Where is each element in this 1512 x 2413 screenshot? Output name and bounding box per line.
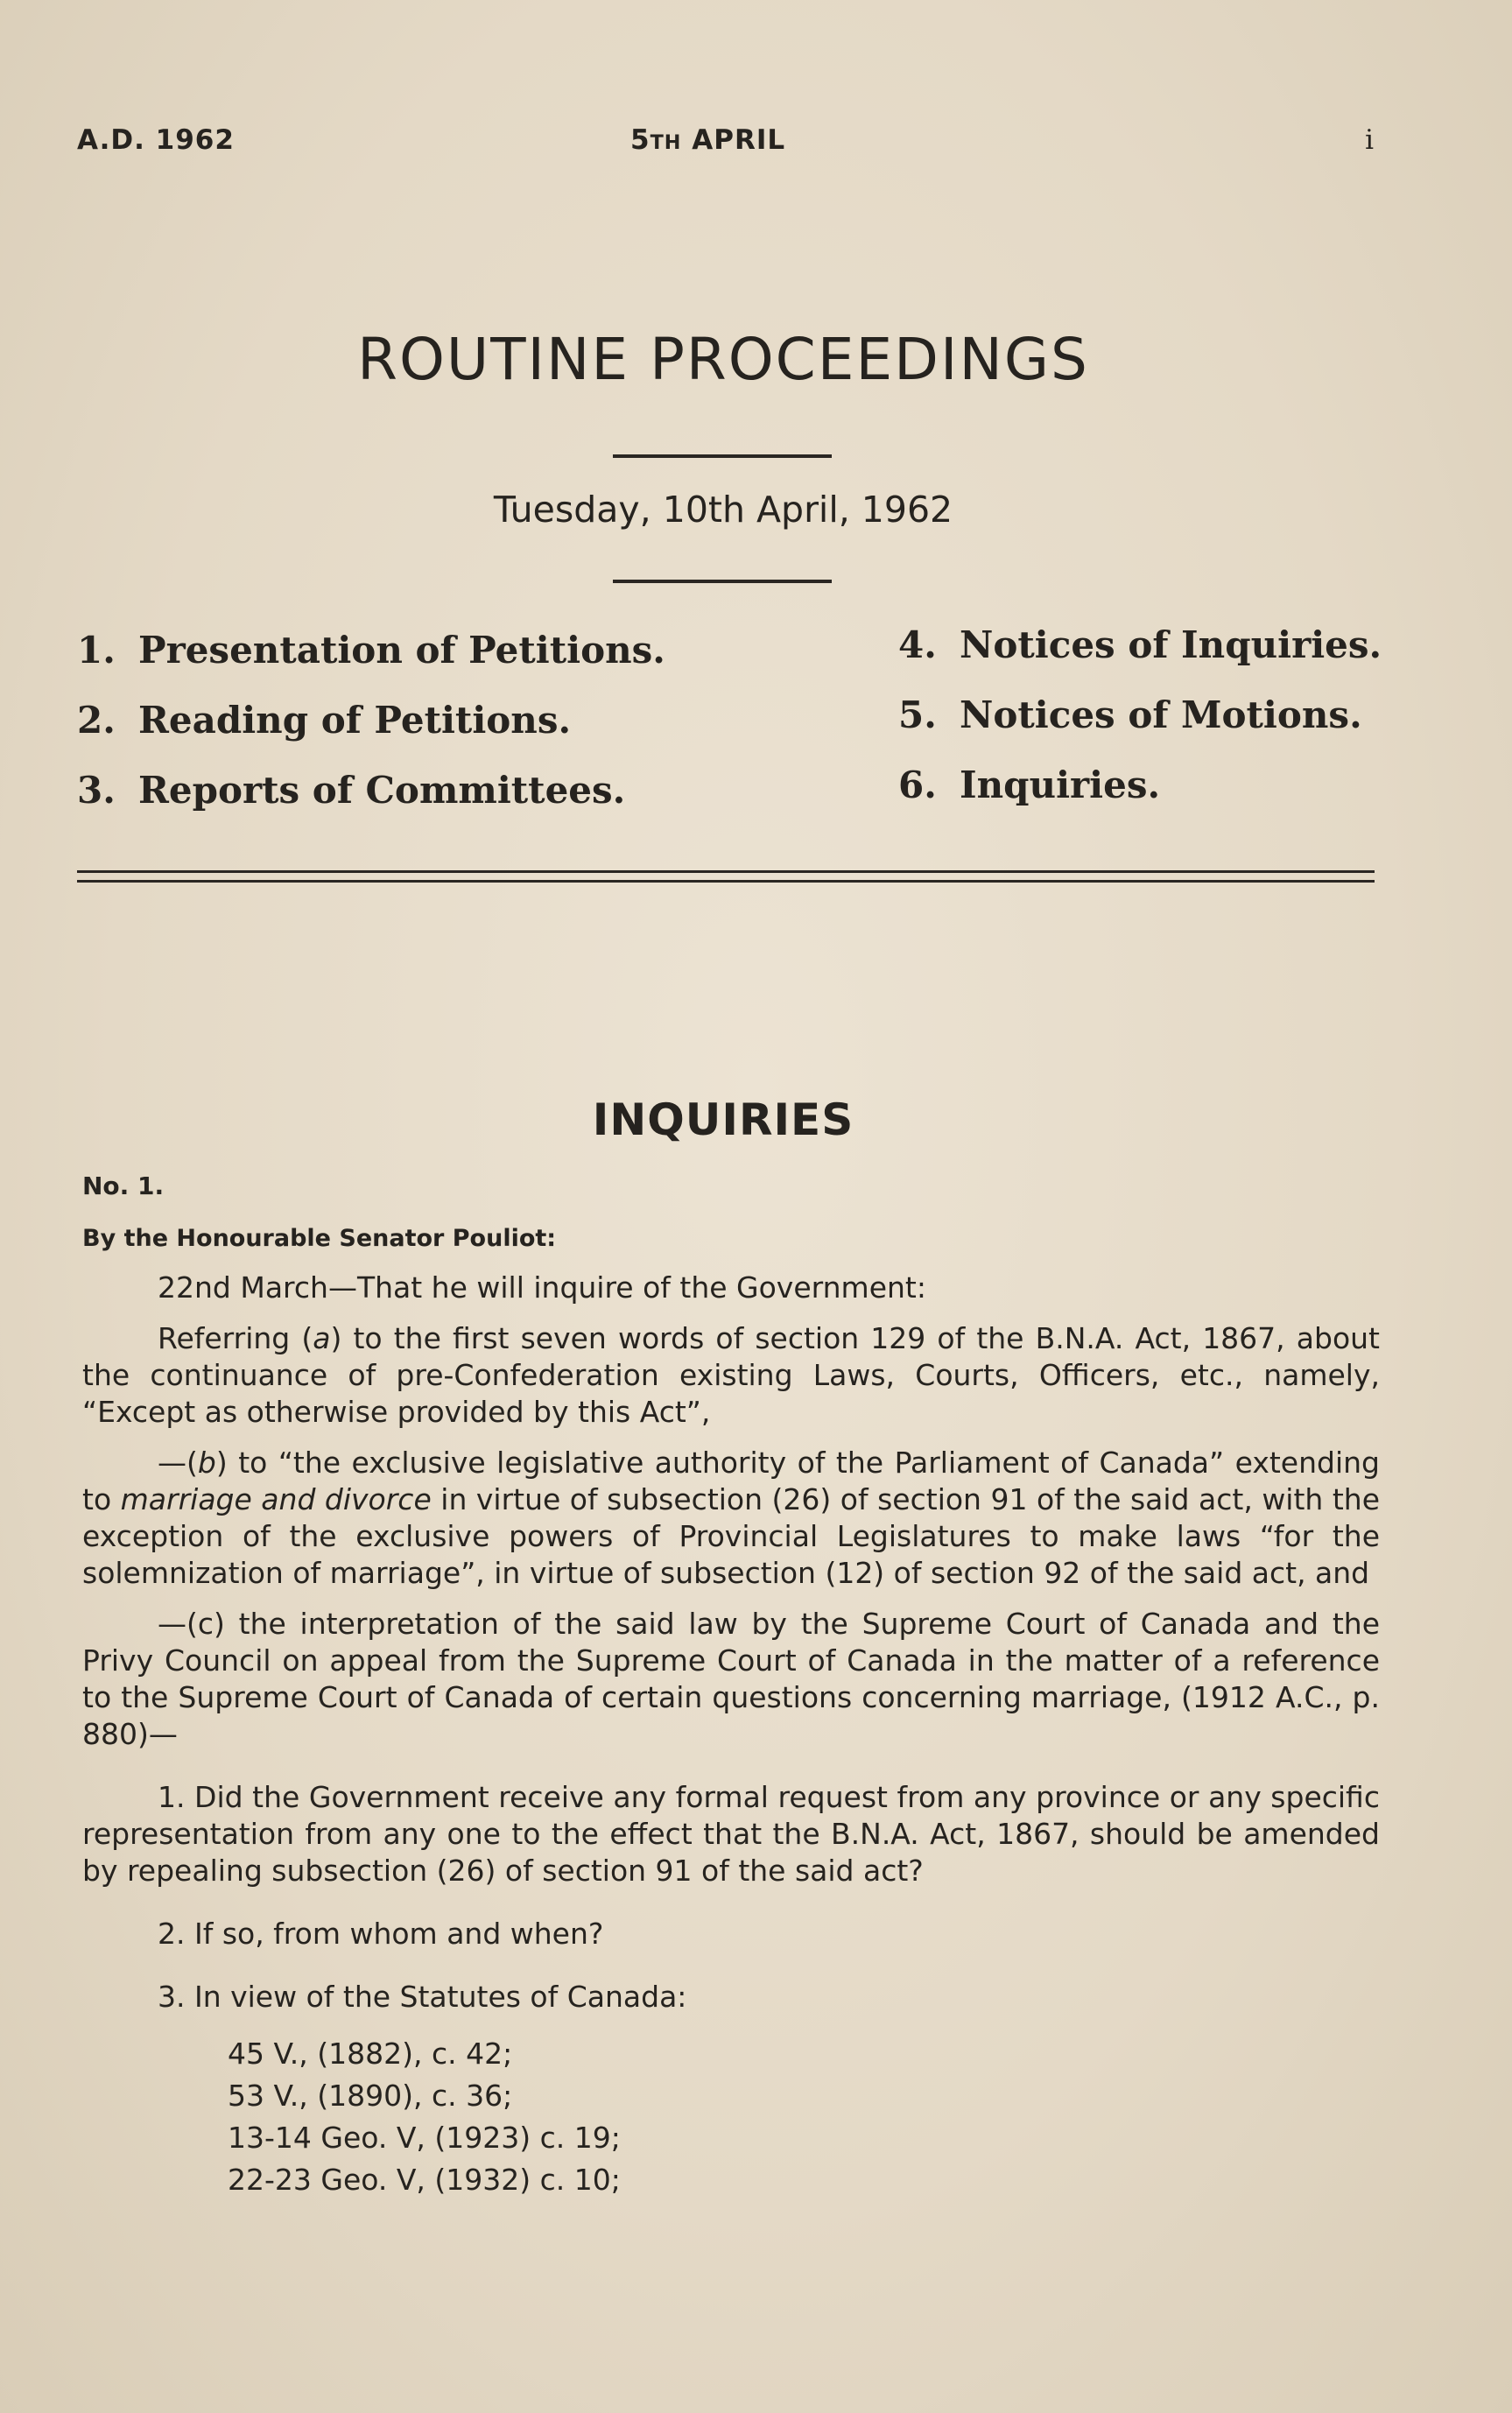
order-item <box>898 693 1382 763</box>
statute-item: 45 V., (1882), c. 42; <box>228 2037 513 2071</box>
inquiry-number: No. 1. <box>82 1171 165 1200</box>
text-run-italic: a <box>313 1321 331 1355</box>
text-run: —( <box>158 1446 198 1480</box>
question-3: 3. In view of the Statutes of Canada: <box>158 1980 687 2014</box>
statute-item: 53 V., (1890), c. 36; <box>228 2079 513 2113</box>
order-item-label: Presentation of Petitions. <box>138 629 665 672</box>
text-run: ) to the first seven words of section 129 of the B.N.A. Act, 1867, about the continuance of pre-Confederation existing Laws, Courts, Officers, etc., namely, “Except as otherwise provided by this Act”, <box>82 1321 1380 1429</box>
order-item <box>77 699 665 769</box>
page-number: i <box>1365 124 1375 156</box>
text-run: Referring ( <box>158 1321 313 1355</box>
order-item <box>898 623 1382 693</box>
inquiry-paragraph-a <box>82 1320 1380 1431</box>
order-item-number: 2. <box>77 699 116 742</box>
page-title: ROUTINE PROCEEDINGS <box>357 326 1089 393</box>
statute-item: 22-23 Geo. V, (1932) c. 10; <box>228 2163 621 2197</box>
section-title: INQUIRIES <box>592 1094 854 1145</box>
running-header <box>77 124 1375 163</box>
order-item-label: Reading of Petitions. <box>138 699 572 742</box>
order-item <box>898 763 1382 834</box>
order-item-number: 3. <box>77 769 116 812</box>
statute-item: 13-14 Geo. V, (1923) c. 19; <box>228 2121 621 2155</box>
sitting-date: Tuesday, 10th April, 1962 <box>493 489 953 531</box>
order-item-label: Reports of Committees. <box>138 769 626 812</box>
order-item <box>77 629 665 699</box>
question-2: 2. If so, from whom and when? <box>158 1917 604 1951</box>
order-item-label: Inquiries. <box>960 763 1161 806</box>
text-run-italic: marriage and divorce <box>120 1482 432 1516</box>
divider-top <box>613 454 832 458</box>
order-column-right <box>898 623 1382 834</box>
statutes-list <box>228 2033 1380 2201</box>
text-run: ) to “the exclusive legislative authority of the Parliament of Canada” extending to <box>82 1446 1380 1516</box>
inquiry-entry <box>82 1171 1380 2201</box>
divider-bottom <box>613 580 832 583</box>
order-item-number: 1. <box>77 629 116 672</box>
header-date-day: 5 <box>630 124 651 156</box>
order-item <box>77 769 665 839</box>
order-item-number: 6. <box>898 763 937 806</box>
order-item-label: Notices of Motions. <box>960 693 1362 736</box>
order-item-number: 5. <box>898 693 937 736</box>
inquiry-intro: 22nd March—That he will inquire of the Government: <box>158 1270 926 1305</box>
header-date-month: APRIL <box>692 124 786 156</box>
order-item-label: Notices of Inquiries. <box>960 623 1382 666</box>
question-1: 1. Did the Government receive any formal request from any province or any specific representation from any one to the effect that the B.N.A. Act, 1867, should be amended by repealing subsection (26) of section 91 of the said act? <box>82 1780 1380 1888</box>
double-rule-divider <box>77 870 1375 883</box>
inquiry-paragraph-c: —(c) the interpretation of the said law by the Supreme Court of Canada and the Privy Council on appeal from the Supreme Court of Canada in the matter of a reference to the Supreme Court of Canada of certain questions concerning marriage, (1912 A.C., p. 880)— <box>82 1607 1380 1751</box>
inquiry-author: By the Honourable Senator Pouliot: <box>82 1225 557 1252</box>
order-of-business <box>77 623 1382 830</box>
header-date <box>630 124 785 156</box>
order-item-number: 4. <box>898 623 937 666</box>
text-run-italic: b <box>197 1446 216 1480</box>
order-column-left <box>77 629 665 839</box>
header-date-suffix: TH <box>650 131 682 154</box>
text-run: in virtue of subsection (26) of section 91 of the said act, with the exception of the exclusive powers of Provincial Legislatures to make laws “for the solemnization of marriage”, in virtue of subsection (12) of section 92 of the said act, and <box>82 1482 1380 1590</box>
inquiry-paragraph-b <box>82 1445 1380 1592</box>
header-year: A.D. 1962 <box>77 124 235 156</box>
